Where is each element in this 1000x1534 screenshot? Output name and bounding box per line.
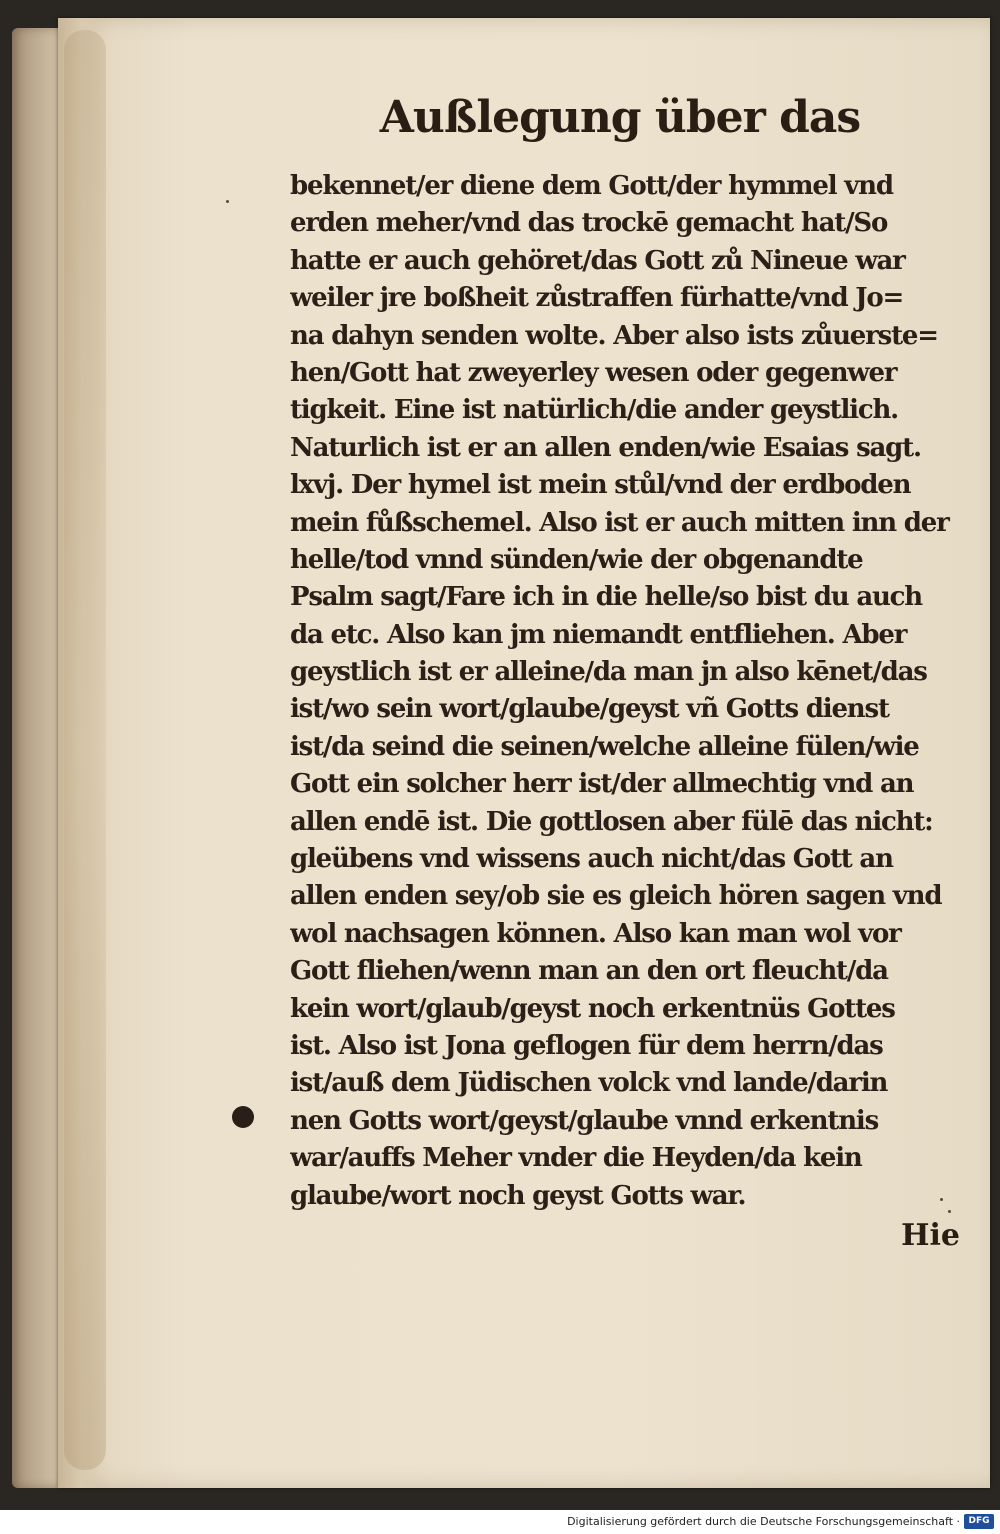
text-line: hatte er auch gehöret/das Gott zů Nineue war bbox=[290, 245, 905, 276]
text-line: mein fůßschemel. Also ist er auch mitten inn der bbox=[290, 507, 949, 538]
catchword: Hie bbox=[901, 1218, 960, 1253]
paper-speck bbox=[948, 1210, 951, 1213]
text-line: helle/tod vnnd sünden/wie der obgenandte bbox=[290, 544, 863, 575]
text-line: nen Gotts wort/geyst/glaube vnnd erkentnis bbox=[290, 1105, 879, 1136]
text-line: Psalm sagt/Fare ich in die helle/so bist du auch bbox=[290, 582, 923, 613]
footer-credit: Digitalisierung gefördert durch die Deutsche Forschungsgemeinschaft · bbox=[567, 1515, 960, 1528]
text-line: ist. Also ist Jona geflogen für dem herrn/das bbox=[290, 1030, 883, 1061]
text-line: kein wort/glaub/geyst noch erkentnüs Gottes bbox=[290, 993, 895, 1024]
text-line: Gott fliehen/wenn man an den ort fleucht/da bbox=[290, 956, 888, 987]
page-stain bbox=[64, 30, 106, 1470]
text-line: gleübens vnd wissens auch nicht/das Gott an bbox=[290, 844, 893, 875]
text-line: glaube/wort noch geyst Gotts war. bbox=[290, 1180, 746, 1211]
text-line: wol nachsagen können. Also kan man wol vor bbox=[290, 918, 901, 949]
text-line: da etc. Also kan jm niemandt entfliehen. Aber bbox=[290, 619, 907, 650]
text-line: ist/auß dem Jüdischen volck vnd lande/darin bbox=[290, 1068, 888, 1099]
running-heading: Außlegung über das bbox=[379, 92, 861, 143]
text-line: weiler jre boßheit zůstraffen fürhatte/vnd Jo= bbox=[290, 283, 904, 314]
footer-bar bbox=[0, 1510, 1000, 1534]
text-line: Gott ein solcher herr ist/der allmechtig vnd an bbox=[290, 769, 914, 800]
body-text bbox=[290, 168, 962, 1215]
text-line: bekennet/er diene dem Gott/der hymmel vnd bbox=[290, 171, 893, 201]
text-line: Naturlich ist er an allen enden/wie Esaias sagt. bbox=[290, 432, 921, 463]
dfg-logo: DFG bbox=[964, 1514, 994, 1529]
text-line: erden meher/vnd das trockē gemacht hat/So bbox=[290, 208, 888, 239]
text-line: na dahyn senden wolte. Aber also ists zůuerste= bbox=[290, 320, 938, 351]
paper-speck bbox=[940, 1198, 943, 1201]
text-line: lxvj. Der hymel ist mein stůl/vnd der erdboden bbox=[290, 470, 911, 501]
text-line: geystlich ist er alleine/da man jn also kēnet/das bbox=[290, 657, 927, 688]
text-line: ist/wo sein wort/glaube/geyst vñ Gotts dienst bbox=[290, 694, 889, 725]
text-line: war/auffs Meher vnder die Heyden/da kein bbox=[290, 1143, 862, 1174]
ink-blot bbox=[232, 1106, 254, 1128]
text-line: ist/da seind die seinen/welche alleine fülen/wie bbox=[290, 731, 919, 762]
text-line: allen endē ist. Die gottlosen aber fülē das nicht: bbox=[290, 806, 933, 837]
paper-speck bbox=[226, 200, 229, 203]
text-line: tigkeit. Eine ist natürlich/die ander geystlich. bbox=[290, 395, 899, 426]
text-line: allen enden sey/ob sie es gleich hören sagen vnd bbox=[290, 881, 942, 912]
text-line: hen/Gott hat zweyerley wesen oder gegenwer bbox=[290, 357, 897, 388]
